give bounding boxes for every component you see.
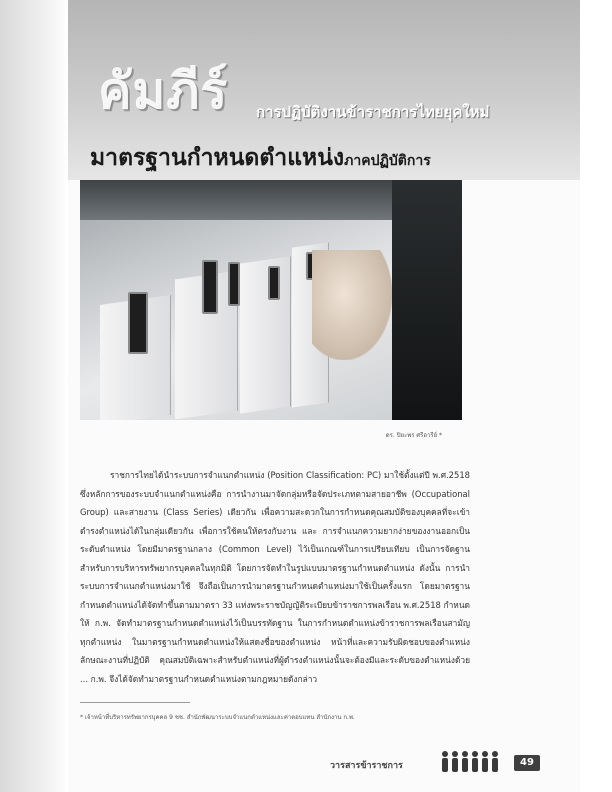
article-title	[90, 140, 431, 176]
folder-tab	[202, 260, 218, 314]
page-number: 49	[514, 755, 540, 771]
author-credit: ดร. ปิยะพร ศรีอารีย์ *	[385, 432, 442, 439]
title-band	[68, 0, 580, 180]
section-title: คัมภีร์	[98, 61, 229, 120]
footnote-divider	[80, 702, 190, 703]
background-text-texture	[316, 40, 566, 152]
folder-tab	[268, 266, 280, 300]
article-title-tail: ภาคปฏิบัติการ	[344, 153, 431, 169]
photo-folder	[240, 256, 291, 413]
article-body: ราชการไทยได้นำระบบการจำแนกตำแหน่ง (Position Classification: PC) มาใช้ตั้งแต่ปี พ.ศ.2518 ซึ่งหลักการของระบบจำแนกตำแหน่งคือ การนำงานมาจัดกลุ่มหรือจัดประเภทตามสายอาชีพ (Occupational Group) และสายงาน (Class Series) เดียวกัน เพื่อความสะดวกในการกำหนดคุณสมบัติของบุคคลที่จะเข้าดำรงตำแหน่งได้ในกลุ่มเดียวกัน เพื่อการใช้คนให้ตรงกับงาน และ การจำแนกความยากง่ายของงานออกเป็นระดับตำแหน่ง โดยมีมาตรฐานกลาง (Common Level) ไว้เป็นเกณฑ์ในการเปรียบเทียบ เป็นการจัดฐานสำหรับการบริหารทรัพยากรบุคคลในทุกมิติ โดยการจัดทำในรูปแบบมาตรฐานกำหนดตำแหน่ง ดังนั้น การนำระบบการจำแนกตำแหน่งมาใช้ จึงถือเป็นการนำมาตรฐานกำหนดตำแหน่งมาใช้เป็นครั้งแรก โดยมาตรฐานกำหนดตำแหน่งได้จัดทำขึ้นตามมาตรา 33 แห่งพระราชบัญญัติระเบียบข้าราชการพลเรือน พ.ศ.2518 กำหนดให้ ก.พ. จัดทำมาตรฐานกำหนดตำแหน่งไว้เป็นบรรทัดฐาน ในการกำหนดตำแหน่งข้าราชการพลเรือนสามัญทุกตำแหน่ง ในมาตรฐานกำหนดตำแหน่งให้แสดงชื่อของตำแหน่ง หน้าที่และความรับผิดชอบของตำแหน่ง ลักษณะงานที่ปฏิบัติ คุณสมบัติเฉพาะสำหรับตำแหน่งที่ผู้ดำรงตำแหน่งนั้นจะต้องมีและระดับของตำแหน่งด้วย ... ก.พ. จึงได้จัดทำมาตรฐานกำหนดตำแหน่งตามกฎหมายดังกล่าว	[80, 470, 470, 684]
photo-shelf	[80, 180, 392, 220]
photo-hand	[312, 250, 392, 360]
page-gutter-shadow	[0, 0, 68, 792]
folder-tab	[228, 262, 240, 306]
photo-dark-panel	[392, 180, 462, 420]
footnote: * เจ้าหน้าที่บริหารทรัพยากรบุคคล 9 ชช. สำนักพัฒนาระบบจำแนกตำแหน่งและค่าตอบแทน สำนักงาน ก.พ.	[80, 714, 355, 721]
filing-cabinet-photo	[80, 180, 392, 420]
article-title-main: มาตรฐานกำหนดตำแหน่ง	[90, 145, 345, 171]
people-group-icon	[440, 750, 504, 772]
folder-tab	[128, 292, 148, 354]
journal-name: วารสารข้าราชการ	[330, 761, 403, 771]
section-subtitle: การปฏิบัติงานข้าราชการไทยยุคใหม่	[256, 103, 490, 121]
